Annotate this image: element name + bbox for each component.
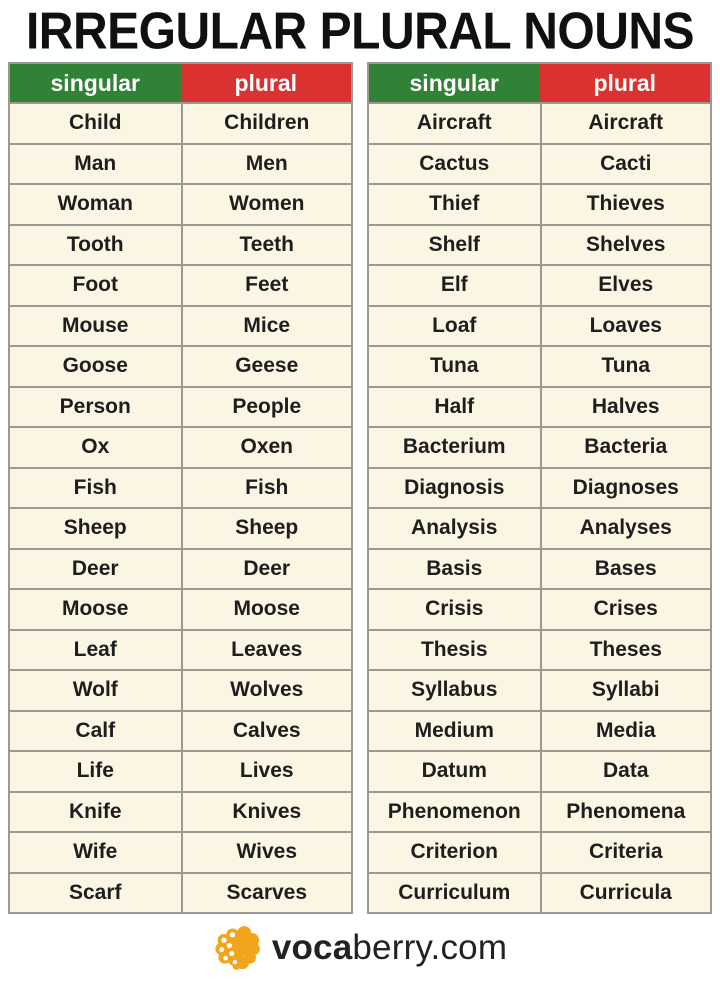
plural-cell: Theses (540, 629, 711, 670)
singular-cell: Aircraft (369, 102, 540, 143)
plural-header: plural (540, 64, 711, 102)
plural-cell: Men (181, 143, 352, 184)
plural-cell: Elves (540, 264, 711, 305)
plural-cell: Thieves (540, 183, 711, 224)
singular-cell: Wife (10, 831, 181, 872)
singular-cell: Datum (369, 750, 540, 791)
singular-header: singular (10, 64, 181, 102)
singular-cell: Shelf (369, 224, 540, 265)
plural-cell: Scarves (181, 872, 352, 913)
singular-cell: Cactus (369, 143, 540, 184)
singular-cell: Loaf (369, 305, 540, 346)
singular-cell: Phenomenon (369, 791, 540, 832)
plural-cell: Wives (181, 831, 352, 872)
singular-cell: Goose (10, 345, 181, 386)
singular-cell: Diagnosis (369, 467, 540, 508)
singular-cell: Child (10, 102, 181, 143)
plural-cell: Diagnoses (540, 467, 711, 508)
singular-cell: Wolf (10, 669, 181, 710)
noun-table-right (367, 62, 712, 914)
brand-bold: voca (271, 927, 353, 967)
singular-cell: Medium (369, 710, 540, 751)
plural-cell: Curricula (540, 872, 711, 913)
brand-text (272, 928, 507, 968)
plural-cell: Fish (181, 467, 352, 508)
singular-cell: Tuna (369, 345, 540, 386)
singular-cell: Deer (10, 548, 181, 589)
singular-cell: Man (10, 143, 181, 184)
footer (0, 914, 720, 981)
plural-cell: Knives (181, 791, 352, 832)
plural-cell: Shelves (540, 224, 711, 265)
singular-cell: Foot (10, 264, 181, 305)
singular-cell: Thesis (369, 629, 540, 670)
plural-cell: Deer (181, 548, 352, 589)
plural-cell: Tuna (540, 345, 711, 386)
singular-cell: Fish (10, 467, 181, 508)
table-body (10, 102, 351, 912)
singular-cell: Basis (369, 548, 540, 589)
singular-cell: Bacterium (369, 426, 540, 467)
plural-cell: Data (540, 750, 711, 791)
page-title: IRREGULAR PLURAL NOUNS (25, 2, 695, 60)
plural-cell: Media (540, 710, 711, 751)
singular-cell: Elf (369, 264, 540, 305)
singular-cell: Person (10, 386, 181, 427)
plural-cell: Children (181, 102, 352, 143)
plural-cell: Women (181, 183, 352, 224)
singular-cell: Syllabus (369, 669, 540, 710)
plural-cell: Sheep (181, 507, 352, 548)
plural-cell: Halves (540, 386, 711, 427)
plural-cell: Wolves (181, 669, 352, 710)
singular-cell: Crisis (369, 588, 540, 629)
singular-cell: Thief (369, 183, 540, 224)
singular-cell: Scarf (10, 872, 181, 913)
plural-cell: Leaves (181, 629, 352, 670)
plural-cell: Loaves (540, 305, 711, 346)
plural-cell: Moose (181, 588, 352, 629)
singular-cell: Curriculum (369, 872, 540, 913)
plural-cell: Analyses (540, 507, 711, 548)
brand-rest: berry.com (352, 927, 508, 967)
singular-cell: Criterion (369, 831, 540, 872)
singular-cell: Knife (10, 791, 181, 832)
singular-cell: Mouse (10, 305, 181, 346)
singular-cell: Woman (10, 183, 181, 224)
singular-cell: Life (10, 750, 181, 791)
plural-cell: Feet (181, 264, 352, 305)
table-header-row (10, 64, 351, 102)
singular-cell: Ox (10, 426, 181, 467)
singular-header: singular (369, 64, 540, 102)
plural-cell: Crises (540, 588, 711, 629)
plural-cell: Aircraft (540, 102, 711, 143)
singular-cell: Leaf (10, 629, 181, 670)
plural-cell: Teeth (181, 224, 352, 265)
plural-cell: Mice (181, 305, 352, 346)
noun-table-left (8, 62, 353, 914)
plural-cell: Geese (181, 345, 352, 386)
berry-icon (213, 923, 263, 973)
plural-cell: Lives (181, 750, 352, 791)
noun-tables (0, 62, 720, 914)
plural-cell: Criteria (540, 831, 711, 872)
plural-cell: Calves (181, 710, 352, 751)
singular-cell: Calf (10, 710, 181, 751)
singular-cell: Half (369, 386, 540, 427)
singular-cell: Moose (10, 588, 181, 629)
table-body (369, 102, 710, 912)
singular-cell: Tooth (10, 224, 181, 265)
plural-cell: Bacteria (540, 426, 711, 467)
singular-cell: Sheep (10, 507, 181, 548)
plural-cell: Cacti (540, 143, 711, 184)
plural-cell: Bases (540, 548, 711, 589)
table-header-row (369, 64, 710, 102)
plural-cell: Phenomena (540, 791, 711, 832)
singular-cell: Analysis (369, 507, 540, 548)
plural-cell: Syllabi (540, 669, 711, 710)
plural-cell: Oxen (181, 426, 352, 467)
plural-cell: People (181, 386, 352, 427)
plural-header: plural (181, 64, 352, 102)
